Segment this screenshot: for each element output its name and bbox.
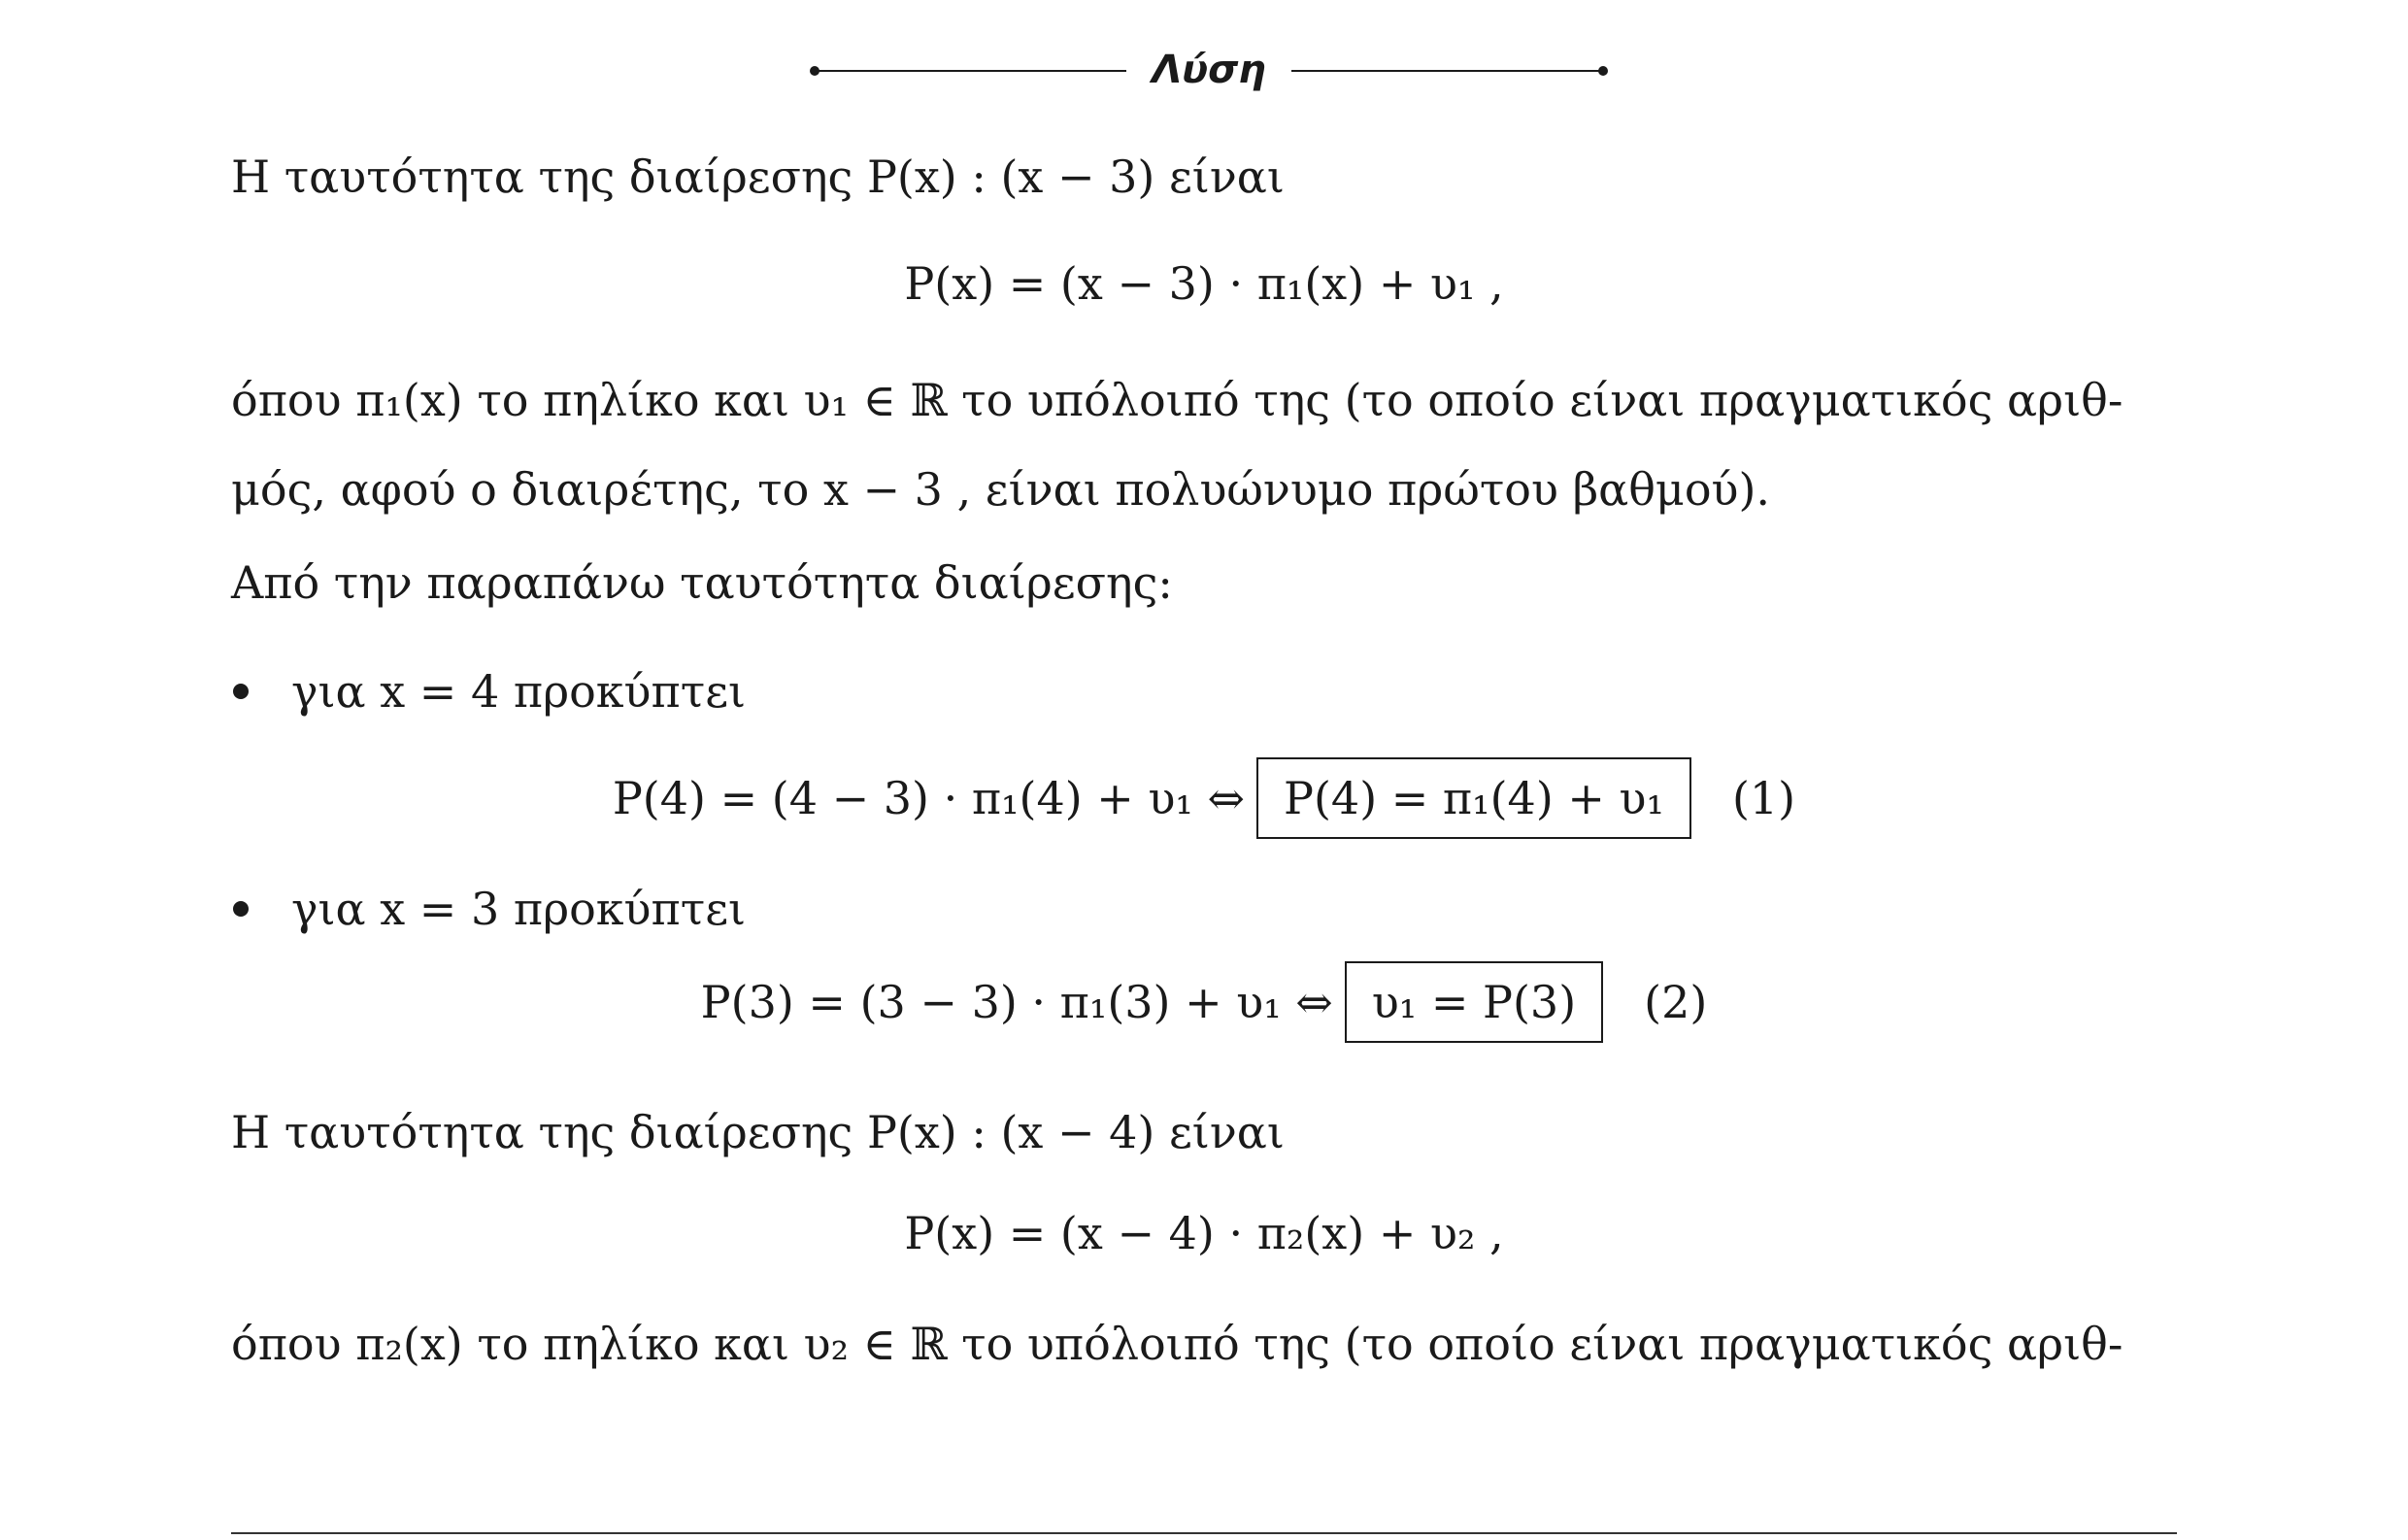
header-rule-right bbox=[1291, 70, 1604, 72]
text-line-2: όπου π₁(x) το πηλίκο και υ₁ ∈ ℝ το υπόλοιπό της (το οποίο είναι πραγματικός αριθ- bbox=[231, 374, 2124, 426]
equation-3 bbox=[0, 961, 2408, 1043]
equation-2-left: P(4) = (4 − 3) · π₁(4) + υ₁ ⇔ bbox=[612, 772, 1246, 824]
bullet-2 bbox=[233, 901, 249, 917]
solution-header bbox=[0, 41, 2408, 99]
equation-1: P(x) = (x − 3) · π₁(x) + υ₁ , bbox=[904, 257, 1504, 310]
header-rule-left bbox=[814, 70, 1126, 72]
text-line-6: όπου π₂(x) το πηλίκο και υ₂ ∈ ℝ το υπόλοιπό της (το οποίο είναι πραγματικός αριθ- bbox=[231, 1318, 2124, 1370]
equation-2-boxed: P(4) = π₁(4) + υ₁ bbox=[1256, 757, 1691, 839]
bullet-text-2: για x = 3 προκύπτει bbox=[291, 883, 747, 935]
equation-2 bbox=[0, 757, 2408, 839]
equation-3-boxed: υ₁ = P(3) bbox=[1345, 961, 1603, 1043]
equation-3-left: P(3) = (3 − 3) · π₁(3) + υ₁ ⇔ bbox=[700, 976, 1333, 1028]
text-line-5: Η ταυτότητα της διαίρεσης P(x) : (x − 4) είναι bbox=[231, 1106, 1285, 1158]
footer-rule bbox=[231, 1532, 2177, 1534]
equation-2-number: (1) bbox=[1731, 772, 1796, 824]
text-line-4: Από την παραπάνω ταυτότητα διαίρεσης: bbox=[231, 556, 1173, 609]
text-line-3: μός, αφού ο διαιρέτης, το x − 3 , είναι πολυώνυμο πρώτου βαθμού). bbox=[231, 463, 1771, 516]
equation-4: P(x) = (x − 4) · π₂(x) + υ₂ , bbox=[904, 1207, 1504, 1259]
rule-dot bbox=[810, 66, 819, 76]
bullet-text-1: για x = 4 προκύπτει bbox=[291, 665, 747, 718]
header-title: Λύση bbox=[1152, 48, 1266, 92]
rule-dot bbox=[1598, 66, 1608, 76]
text-line-1: Η ταυτότητα της διαίρεσης P(x) : (x − 3) είναι bbox=[231, 151, 1285, 203]
bullet-1 bbox=[233, 684, 249, 699]
equation-3-number: (2) bbox=[1644, 976, 1708, 1028]
